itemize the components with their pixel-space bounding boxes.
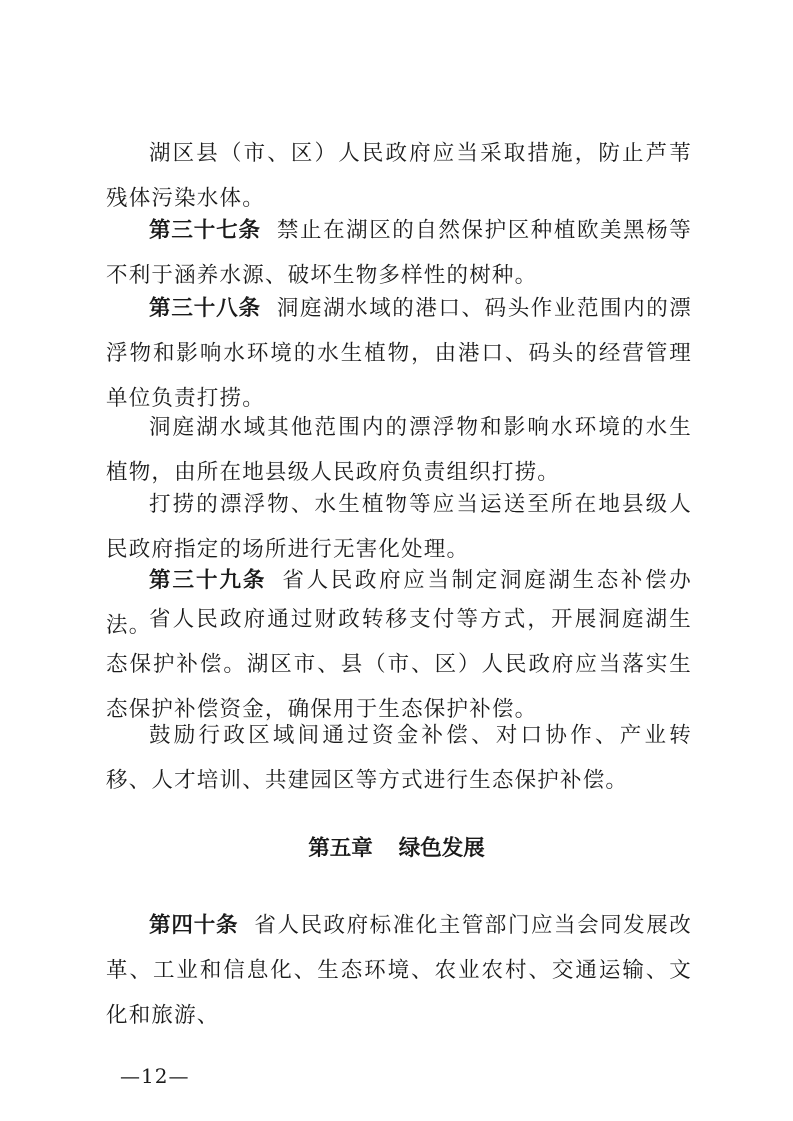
paragraph-text: 洞庭湖水域的港口、码头作业范围内的漂浮物和影响水环境的水生植物，由港口、码头的经营管理单位负责打捞。 <box>106 296 692 411</box>
article-38 <box>106 286 692 421</box>
article-40 <box>106 903 692 1038</box>
article-number: 第三十七条 <box>149 218 261 243</box>
paragraph-text: 湖区县（市、区）人民政府应当采取措施，防止芦苇残体污染水体。 <box>106 141 692 211</box>
article-number: 第三十八条 <box>149 296 261 321</box>
paragraph <box>106 713 692 803</box>
paragraph-text: 省人民政府通过财政转移支付等方式，开展洞庭湖生态保护补偿。湖区市、县（市、区）人民政府应当落实生态保护补偿资金，确保用于生态保护补偿。 <box>106 607 692 722</box>
paragraph-text: 洞庭湖水域其他范围内的漂浮物和影响水环境的水生植物，由所在地县级人民政府负责组织打捞。 <box>106 415 692 485</box>
paragraph-text: 鼓励行政区域间通过资金补偿、对口协作、产业转移、人才培训、共建园区等方式进行生态保护补偿。 <box>106 723 692 793</box>
page-number: —12— <box>120 1064 190 1088</box>
chapter-number: 第五章 <box>308 836 373 861</box>
chapter-heading <box>0 826 793 871</box>
article-37 <box>106 208 692 298</box>
chapter-title: 绿色发展 <box>398 836 485 861</box>
paragraph-text: 打捞的漂浮物、水生植物等应当运送至所在地县级人民政府指定的场所进行无害化处理。 <box>106 492 692 562</box>
paragraph-text: 省人民政府应当制定洞庭湖生态补偿办法。 <box>106 568 692 638</box>
article-number: 第三十九条 <box>149 568 267 593</box>
article-number: 第四十条 <box>149 913 239 938</box>
paragraph <box>106 597 692 732</box>
paragraph-text: 禁止在湖区的自然保护区种植欧美黑杨等不利于涵养水源、破坏生物多样性的树种。 <box>106 218 692 288</box>
paragraph-text: 省人民政府标准化主管部门应当会同发展改革、工业和信息化、生态环境、农业农村、交通运输、文化和旅游、 <box>106 913 692 1028</box>
